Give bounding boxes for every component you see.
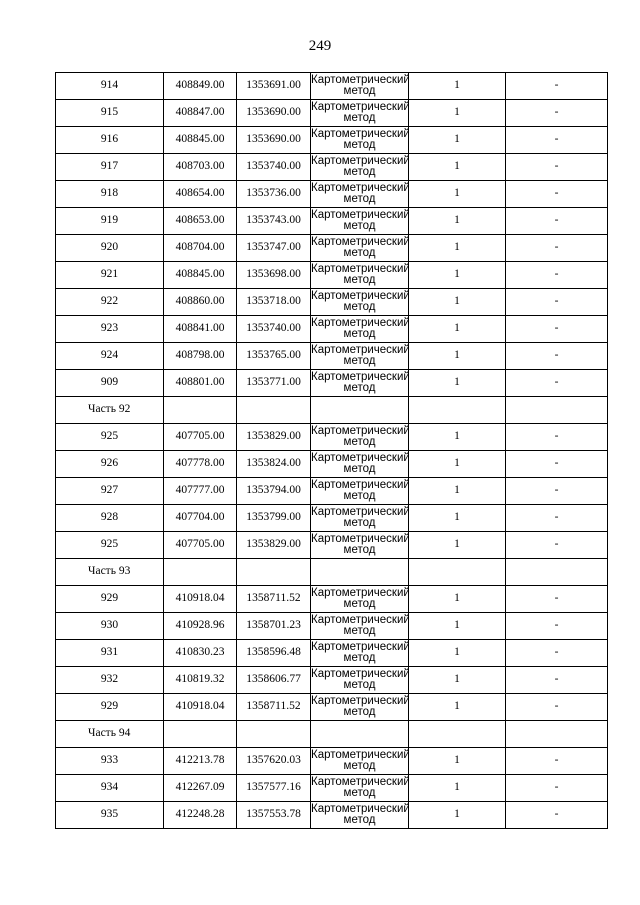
method-line-1: Картометрический	[311, 316, 410, 329]
accuracy-cell: 1	[409, 181, 506, 208]
accuracy-cell: 1	[409, 316, 506, 343]
y-coordinate-cell: 1357553.78	[237, 802, 311, 829]
method-cell	[311, 181, 409, 208]
method-cell	[311, 235, 409, 262]
method-line-1: Картометрический	[311, 154, 410, 167]
method-line-2: метод	[343, 166, 376, 178]
table-row	[56, 208, 608, 235]
empty-cell	[237, 559, 311, 586]
method-line-1: Картометрический	[311, 181, 410, 194]
method-line-1: Картометрический	[311, 73, 410, 86]
y-coordinate-cell: 1353690.00	[237, 100, 311, 127]
method-line-1: Картометрический	[311, 505, 410, 518]
method-line-2: метод	[343, 787, 376, 799]
method-line-2: метод	[343, 490, 376, 502]
method-line-1: Картометрический	[311, 532, 410, 545]
empty-cell	[409, 721, 506, 748]
point-number-cell: 927	[56, 478, 164, 505]
table-row	[56, 613, 608, 640]
method-line-2: метод	[343, 679, 376, 691]
description-cell: -	[506, 316, 608, 343]
part-header-row	[56, 397, 608, 424]
accuracy-cell: 1	[409, 154, 506, 181]
y-coordinate-cell: 1353799.00	[237, 505, 311, 532]
y-coordinate-cell: 1358711.52	[237, 586, 311, 613]
x-coordinate-cell: 408704.00	[164, 235, 237, 262]
description-cell: -	[506, 154, 608, 181]
method-line-2: метод	[343, 382, 376, 394]
description-cell: -	[506, 100, 608, 127]
method-cell	[311, 127, 409, 154]
description-cell: -	[506, 532, 608, 559]
method-cell	[311, 505, 409, 532]
description-cell: -	[506, 802, 608, 829]
method-line-2: метод	[343, 625, 376, 637]
accuracy-cell: 1	[409, 613, 506, 640]
x-coordinate-cell: 410830.23	[164, 640, 237, 667]
y-coordinate-cell: 1353829.00	[237, 532, 311, 559]
point-number-cell: 918	[56, 181, 164, 208]
page-number: 249	[308, 38, 332, 54]
accuracy-cell: 1	[409, 640, 506, 667]
part-label: Часть 94	[56, 721, 164, 748]
method-cell	[311, 532, 409, 559]
y-coordinate-cell: 1353736.00	[237, 181, 311, 208]
point-number-cell: 917	[56, 154, 164, 181]
method-line-1: Картометрический	[311, 667, 410, 680]
empty-cell	[506, 397, 608, 424]
description-cell: -	[506, 640, 608, 667]
method-line-2: метод	[343, 598, 376, 610]
method-line-1: Картометрический	[311, 748, 410, 761]
description-cell: -	[506, 181, 608, 208]
method-cell	[311, 694, 409, 721]
point-number-cell: 925	[56, 532, 164, 559]
method-cell	[311, 316, 409, 343]
method-cell	[311, 73, 409, 100]
method-line-2: метод	[343, 85, 376, 97]
method-line-2: метод	[343, 706, 376, 718]
table-row	[56, 100, 608, 127]
x-coordinate-cell: 408801.00	[164, 370, 237, 397]
method-line-2: метод	[343, 652, 376, 664]
x-coordinate-cell: 407778.00	[164, 451, 237, 478]
method-cell	[311, 667, 409, 694]
accuracy-cell: 1	[409, 262, 506, 289]
point-number-cell: 915	[56, 100, 164, 127]
y-coordinate-cell: 1353794.00	[237, 478, 311, 505]
x-coordinate-cell: 408654.00	[164, 181, 237, 208]
accuracy-cell: 1	[409, 802, 506, 829]
description-cell: -	[506, 208, 608, 235]
y-coordinate-cell: 1353829.00	[237, 424, 311, 451]
accuracy-cell: 1	[409, 694, 506, 721]
table-row	[56, 262, 608, 289]
description-cell: -	[506, 613, 608, 640]
method-cell	[311, 640, 409, 667]
x-coordinate-cell: 408860.00	[164, 289, 237, 316]
part-label: Часть 93	[56, 559, 164, 586]
description-cell: -	[506, 262, 608, 289]
method-line-1: Картометрический	[311, 208, 410, 221]
method-line-1: Картометрический	[311, 586, 410, 599]
method-cell	[311, 343, 409, 370]
part-header-row	[56, 559, 608, 586]
x-coordinate-cell: 407777.00	[164, 478, 237, 505]
y-coordinate-cell: 1358596.48	[237, 640, 311, 667]
point-number-cell: 928	[56, 505, 164, 532]
description-cell: -	[506, 694, 608, 721]
x-coordinate-cell: 407705.00	[164, 424, 237, 451]
coordinates-table-body	[56, 73, 608, 829]
empty-cell	[311, 559, 409, 586]
x-coordinate-cell: 408845.00	[164, 262, 237, 289]
description-cell: -	[506, 235, 608, 262]
method-line-2: метод	[343, 436, 376, 448]
x-coordinate-cell: 410819.32	[164, 667, 237, 694]
method-line-2: метод	[343, 139, 376, 151]
method-line-1: Картометрический	[311, 370, 410, 383]
accuracy-cell: 1	[409, 505, 506, 532]
table-row	[56, 370, 608, 397]
y-coordinate-cell: 1357577.16	[237, 775, 311, 802]
description-cell: -	[506, 478, 608, 505]
accuracy-cell: 1	[409, 424, 506, 451]
method-cell	[311, 262, 409, 289]
y-coordinate-cell: 1357620.03	[237, 748, 311, 775]
method-line-1: Картометрический	[311, 802, 410, 815]
x-coordinate-cell: 408653.00	[164, 208, 237, 235]
y-coordinate-cell: 1353743.00	[237, 208, 311, 235]
point-number-cell: 924	[56, 343, 164, 370]
table-row	[56, 748, 608, 775]
method-cell	[311, 208, 409, 235]
empty-cell	[311, 397, 409, 424]
point-number-cell: 920	[56, 235, 164, 262]
method-line-1: Картометрический	[311, 478, 410, 491]
point-number-cell: 916	[56, 127, 164, 154]
x-coordinate-cell: 408847.00	[164, 100, 237, 127]
method-line-2: метод	[343, 814, 376, 826]
method-cell	[311, 424, 409, 451]
method-cell	[311, 775, 409, 802]
table-row	[56, 424, 608, 451]
method-cell	[311, 586, 409, 613]
empty-cell	[311, 721, 409, 748]
method-line-2: метод	[343, 220, 376, 232]
description-cell: -	[506, 289, 608, 316]
accuracy-cell: 1	[409, 343, 506, 370]
empty-cell	[164, 397, 237, 424]
description-cell: -	[506, 505, 608, 532]
point-number-cell: 930	[56, 613, 164, 640]
table-row	[56, 235, 608, 262]
accuracy-cell: 1	[409, 127, 506, 154]
x-coordinate-cell: 408849.00	[164, 73, 237, 100]
point-number-cell: 923	[56, 316, 164, 343]
method-line-1: Картометрический	[311, 640, 410, 653]
description-cell: -	[506, 667, 608, 694]
method-line-1: Картометрический	[311, 694, 410, 707]
y-coordinate-cell: 1353718.00	[237, 289, 311, 316]
table-row	[56, 586, 608, 613]
method-line-2: метод	[343, 328, 376, 340]
x-coordinate-cell: 412267.09	[164, 775, 237, 802]
table-row	[56, 181, 608, 208]
x-coordinate-cell: 410918.04	[164, 586, 237, 613]
method-line-2: метод	[343, 193, 376, 205]
empty-cell	[409, 397, 506, 424]
description-cell: -	[506, 748, 608, 775]
y-coordinate-cell: 1358701.23	[237, 613, 311, 640]
point-number-cell: 921	[56, 262, 164, 289]
method-line-2: метод	[343, 355, 376, 367]
y-coordinate-cell: 1358711.52	[237, 694, 311, 721]
y-coordinate-cell: 1353698.00	[237, 262, 311, 289]
y-coordinate-cell: 1353690.00	[237, 127, 311, 154]
method-line-2: метод	[343, 517, 376, 529]
description-cell: -	[506, 343, 608, 370]
point-number-cell: 926	[56, 451, 164, 478]
method-line-1: Картометрический	[311, 775, 410, 788]
empty-cell	[237, 397, 311, 424]
part-label: Часть 92	[56, 397, 164, 424]
method-line-1: Картометрический	[311, 613, 410, 626]
method-cell	[311, 451, 409, 478]
accuracy-cell: 1	[409, 289, 506, 316]
empty-cell	[164, 559, 237, 586]
accuracy-cell: 1	[409, 208, 506, 235]
method-line-2: метод	[343, 274, 376, 286]
table-row	[56, 505, 608, 532]
method-line-1: Картометрический	[311, 343, 410, 356]
accuracy-cell: 1	[409, 100, 506, 127]
x-coordinate-cell: 408798.00	[164, 343, 237, 370]
method-line-2: метод	[343, 760, 376, 772]
point-number-cell: 934	[56, 775, 164, 802]
method-cell	[311, 289, 409, 316]
x-coordinate-cell: 408845.00	[164, 127, 237, 154]
table-row	[56, 775, 608, 802]
x-coordinate-cell: 410918.04	[164, 694, 237, 721]
method-line-1: Картометрический	[311, 235, 410, 248]
method-line-1: Картометрический	[311, 424, 410, 437]
method-line-2: метод	[343, 463, 376, 475]
description-cell: -	[506, 586, 608, 613]
method-line-1: Картометрический	[311, 100, 410, 113]
table-row	[56, 127, 608, 154]
y-coordinate-cell: 1353771.00	[237, 370, 311, 397]
method-line-2: метод	[343, 301, 376, 313]
table-row	[56, 154, 608, 181]
method-cell	[311, 478, 409, 505]
table-row	[56, 640, 608, 667]
table-row	[56, 316, 608, 343]
method-cell	[311, 154, 409, 181]
empty-cell	[164, 721, 237, 748]
table-row	[56, 532, 608, 559]
method-cell	[311, 613, 409, 640]
table-row	[56, 694, 608, 721]
description-cell: -	[506, 451, 608, 478]
point-number-cell: 935	[56, 802, 164, 829]
table-row	[56, 478, 608, 505]
empty-cell	[409, 559, 506, 586]
x-coordinate-cell: 407704.00	[164, 505, 237, 532]
accuracy-cell: 1	[409, 532, 506, 559]
empty-cell	[237, 721, 311, 748]
accuracy-cell: 1	[409, 667, 506, 694]
x-coordinate-cell: 412248.28	[164, 802, 237, 829]
description-cell: -	[506, 127, 608, 154]
point-number-cell: 933	[56, 748, 164, 775]
method-cell	[311, 100, 409, 127]
coordinates-table	[55, 72, 608, 829]
accuracy-cell: 1	[409, 775, 506, 802]
accuracy-cell: 1	[409, 748, 506, 775]
table-row	[56, 73, 608, 100]
y-coordinate-cell: 1358606.77	[237, 667, 311, 694]
y-coordinate-cell: 1353765.00	[237, 343, 311, 370]
point-number-cell: 931	[56, 640, 164, 667]
accuracy-cell: 1	[409, 451, 506, 478]
method-cell	[311, 370, 409, 397]
method-line-1: Картометрический	[311, 262, 410, 275]
part-header-row	[56, 721, 608, 748]
y-coordinate-cell: 1353740.00	[237, 154, 311, 181]
x-coordinate-cell: 408841.00	[164, 316, 237, 343]
point-number-cell: 925	[56, 424, 164, 451]
point-number-cell: 922	[56, 289, 164, 316]
accuracy-cell: 1	[409, 586, 506, 613]
point-number-cell: 929	[56, 586, 164, 613]
description-cell: -	[506, 73, 608, 100]
method-cell	[311, 748, 409, 775]
point-number-cell: 919	[56, 208, 164, 235]
method-line-2: метод	[343, 544, 376, 556]
table-row	[56, 343, 608, 370]
x-coordinate-cell: 407705.00	[164, 532, 237, 559]
method-line-1: Картометрический	[311, 127, 410, 140]
method-line-2: метод	[343, 247, 376, 259]
y-coordinate-cell: 1353747.00	[237, 235, 311, 262]
accuracy-cell: 1	[409, 370, 506, 397]
method-line-1: Картометрический	[311, 451, 410, 464]
method-line-1: Картометрический	[311, 289, 410, 302]
table-row	[56, 289, 608, 316]
point-number-cell: 914	[56, 73, 164, 100]
y-coordinate-cell: 1353824.00	[237, 451, 311, 478]
point-number-cell: 909	[56, 370, 164, 397]
table-row	[56, 802, 608, 829]
x-coordinate-cell: 412213.78	[164, 748, 237, 775]
method-cell	[311, 802, 409, 829]
method-line-2: метод	[343, 112, 376, 124]
empty-cell	[506, 559, 608, 586]
accuracy-cell: 1	[409, 478, 506, 505]
description-cell: -	[506, 775, 608, 802]
y-coordinate-cell: 1353691.00	[237, 73, 311, 100]
y-coordinate-cell: 1353740.00	[237, 316, 311, 343]
point-number-cell: 932	[56, 667, 164, 694]
accuracy-cell: 1	[409, 73, 506, 100]
accuracy-cell: 1	[409, 235, 506, 262]
description-cell: -	[506, 370, 608, 397]
table-row	[56, 667, 608, 694]
description-cell: -	[506, 424, 608, 451]
x-coordinate-cell: 408703.00	[164, 154, 237, 181]
point-number-cell: 929	[56, 694, 164, 721]
x-coordinate-cell: 410928.96	[164, 613, 237, 640]
empty-cell	[506, 721, 608, 748]
table-row	[56, 451, 608, 478]
